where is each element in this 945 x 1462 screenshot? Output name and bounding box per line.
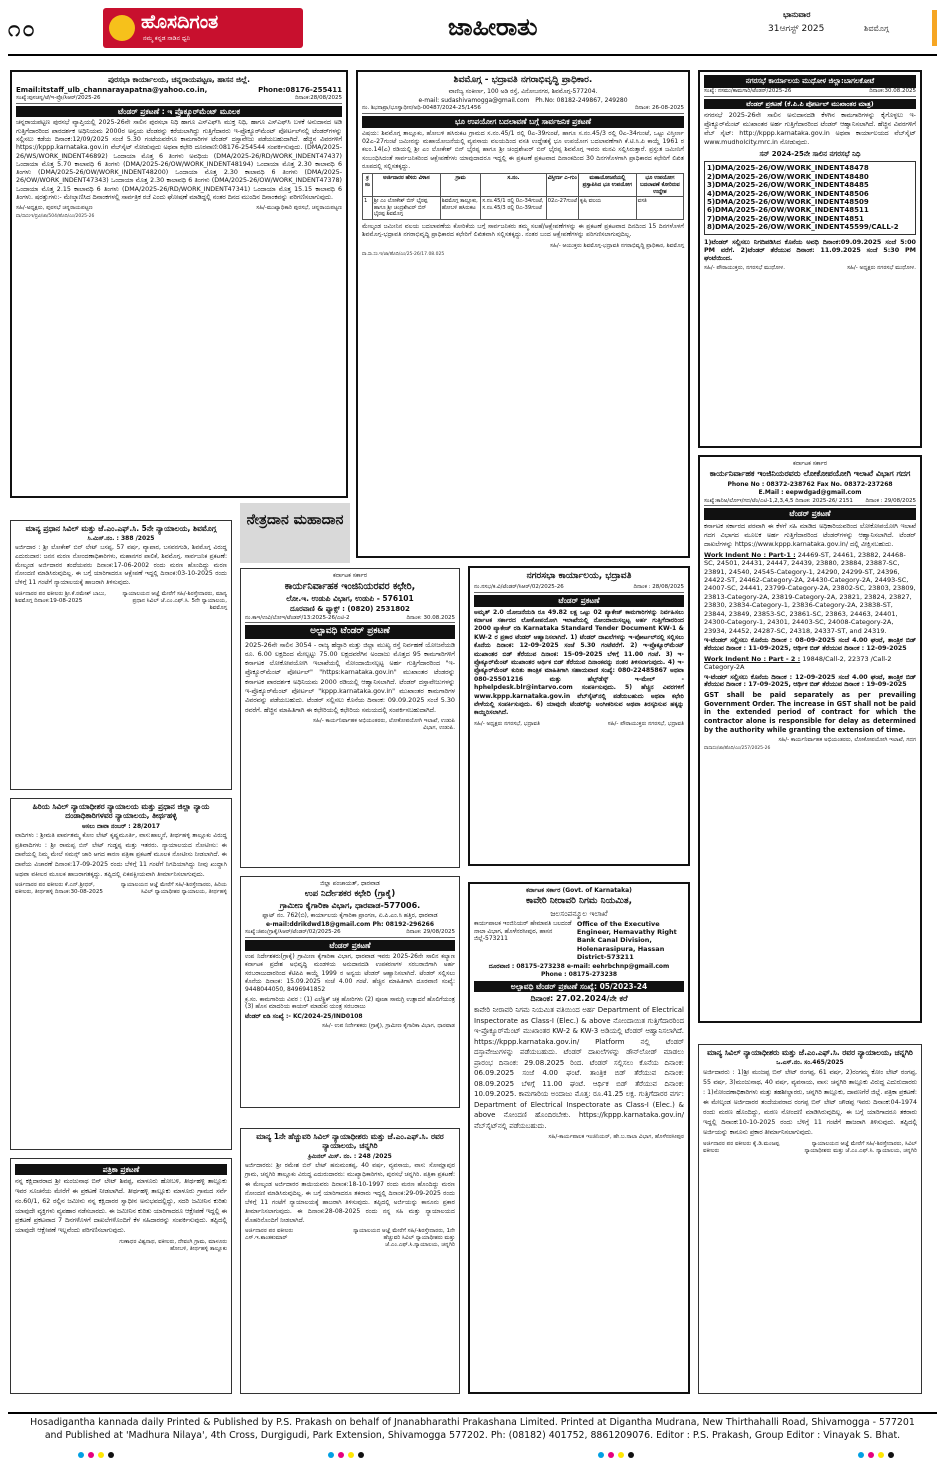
ad-footnote: ವಾ/ಸಾಸಂಇ/ಪ್ರವಿ/ಜಾ/504/ಹೊದಿ/ಎಂ/2025-26 (16, 214, 95, 220)
list-item: 4)DMA/2025-26/OW/WORK_INDENT48506 (707, 189, 869, 198)
table-header: ಅರ್ಜಿದಾರರ ಹೆಸರು ವಿಳಾಸ (372, 174, 440, 197)
paper-logo (103, 8, 303, 48)
ad-meta (704, 88, 916, 97)
ad-phone-en: Phone : 08175-273238 (540, 971, 618, 979)
paper-tagline: ನಮ್ಮ ಕನ್ನಡ ನಾಡಿನ ಧ್ವನಿ (143, 35, 191, 42)
work-indent-part2 (704, 655, 916, 672)
ad-bhadravathi-tender (468, 566, 690, 866)
ad-band: ಟೆಂಡರ್ ಪ್ರಕಟಣೆ (474, 595, 684, 606)
ad-gadag-pwd-tender (698, 455, 922, 1023)
ad-subtitle: ಜಲಸಂಪನ್ಮೂಲ ಇಲಾಖೆ (550, 908, 608, 918)
sign-left: ಸಹಿ/- ಅಧ್ಯಕ್ಷರು ನಗರಸಭೆ, ಭದ್ರಾವತಿ (474, 720, 540, 727)
sign-left: ಸಹಿ/- ಪೌರಾಯುಕ್ತರು, ನಗರಸಭೆ ಮುಧೋಳ. (704, 264, 785, 271)
sign-left: ಅರ್ಜಿದಾರರ ಪರ ವಕೀಲರು ಶ್ರೀ.ಕೆ.ರಮೇಶ್ ಬಾಬು, ಶಿವಮೊಗ್ಗ ದಿನಾಂಕ:19-08-2025 (15, 591, 107, 604)
ad-ref: ಸಂಖ್ಯೆ:ಕಾನಿಅ/ಲೋಇ/ಗದ/ಟೆಂ/ಎಟಿ-1,2,3,4,5 ದಿನಾಂಕ: 2025-26/ 2151 (704, 497, 853, 504)
ad-court-channagiri-1 (240, 1128, 460, 1394)
masthead (8, 8, 937, 48)
ad-address: ವಾಣಿಜ್ಯ ಸಂಕೀರ್ಣ, 100 ಅಡಿ ರಸ್ತೆ, ವಿನೋಬನಗರ, ಶಿವಮೊಗ್ಗ-577204. (448, 88, 598, 96)
ad-title: ಕಾರ್ಯನಿರ್ವಾಹಕ ಇಂಜಿನಿಯರವರ ಕಛೇರಿ, (284, 580, 416, 592)
edition-city: ಶಿವಮೊಗ್ಗ (864, 24, 889, 33)
ad-signatures (245, 718, 455, 732)
ad-footnote: ವಾಸಾಸಂ/ಜಾ/ಹೊದಿ/ಎಂ/257/2025-26 (704, 746, 771, 752)
table-cell: ಕೃಷಿ ವಲಯ (578, 197, 636, 220)
reg-dot (878, 1452, 884, 1458)
ad-phone: Phone No : 08372-238762 Fax No. 08372-237268 (727, 480, 893, 488)
issue-day: ಭಾನುವಾರ (783, 10, 811, 19)
office-english: Office of the Executive Engineer, Hemavathy Right Bank Canal Division, Holenarasipura, Hassan District-573211 (576, 920, 677, 961)
reg-dot (628, 1452, 634, 1458)
reg-dot (358, 1452, 364, 1458)
ad-signatures (362, 243, 684, 250)
header-rule (8, 54, 937, 56)
sign-right: ಸಹಿ/-ಕಾರ್ಯಪಾಲಕ ಇಂಜಿನಿಯರ್, ಹೇ.ಬ.ನಾಲಾ ವಿಭಾಗ, ಹೊಳೆನರಸೀಪುರ (548, 1134, 684, 1141)
ad-title: ಪುರಸಭಾ ಕಾರ್ಯಾಲಯ, ಚನ್ನರಾಯಪಟ್ಟಣ, ಹಾಸನ ಜಿಲ್ಲೆ. (108, 75, 250, 84)
imprint-line: and Published at 'Madhura Nilaya', 4th Cross, Durgigudi, Park Extension, Shivamogga 577202. Ph: (08182) 401752, 8861209076. Editor : P.S. Prakash, Group Editor : Vinayak S. Bhat. (44, 1429, 901, 1441)
ad-cauvery-tender (468, 882, 690, 1394)
ad-title: ನಗರಸಭಾ ಕಾರ್ಯಾಲಯ, ಭದ್ರಾವತಿ (526, 571, 632, 581)
sign-right: ಸಹಿ/- ಪೌರಾಯುಕ್ತರು ನಗರಸಭೆ, ಭದ್ರಾವತಿ (607, 720, 684, 727)
table-header: ಕ್ರ ಸಂ (363, 174, 373, 197)
ad-body: ವಾದಿಗಳು : ಶ್ರೀಮತಿ ಪಾರ್ವತಮ್ಮ ಕೋಂ ಲೇಟ್ ಕೃಷ್ಣಮೂರ್ತಿ, ವಾಸ:ಹಾಲ್ಮನೆ, ತೀರ್ಥಹಳ್ಳಿ ತಾಲ್ಲೂಕು ವಿರುದ್ಧ ಪ್ರತಿವಾದಿಗಳು : ಶ್ರೀ ರಾಮಪ್ಪ ಬಿನ್ ಲೇಟ್ ಗುಡ್ಡಪ್ಪ ಮತ್ತು ಇತರರು. ನ್ಯಾಯಾಲಯದ ನೋಟೀಸು: ಈ ದಾವೆಯಲ್ಲಿ ನಿಮ್ಮ ಮೇಲೆ ಸಮನ್ಸ್ ಜಾರಿ ಆಗದ ಕಾರಣ ಪತ್ರಿಕಾ ಪ್ರಕಟಣೆ ಮೂಲಕ ನೋಟೀಸು ನೀಡಲಾಗಿದೆ. ಈ ದಾವೆಯ ವಿಚಾರಣೆ ದಿನಾಂಕ:17-09-2025 ರಂದು ಬೆಳಿಗ್ಗೆ 11 ಗಂಟೆಗೆ ನಿಗದಿಯಾಗಿದ್ದು ನೀವು ಖುದ್ದಾಗಿ ಅಥವಾ ವಕೀಲರ ಮೂಲಕ ಹಾಜರಾಗತಕ್ಕದ್ದು. ತಪ್ಪಿದಲ್ಲಿ ಏಕಪಕ್ಷೀಯವಾಗಿ ತೀರ್ಮಾನಿಸಲಾಗುವುದು. (15, 832, 227, 878)
reg-dot (608, 1452, 614, 1458)
ad-mudhol-tender (698, 70, 922, 448)
ad-channarayapatna-tender (10, 70, 348, 498)
reg-dot (88, 1452, 94, 1458)
ad-body: ಅರ್ಜಿದಾರರು: ಶ್ರೀ ರಮೇಶ ಬಿನ್ ಲೇಟ್ ಹನುಮಂತಪ್ಪ, 40 ವರ್ಷ, ವ್ಯವಸಾಯ, ವಾಸ: ಸೋಮ್ಲಾಪುರ ಗ್ರಾಮ, ಚನ್ನಗಿರಿ ತಾಲ್ಲೂಕು ವಿರುದ್ಧ ಎದುರುದಾರರು: ಮುಖ್ಯಾಧಿಕಾರಿಗಳು, ಪುರಸಭೆ ಚನ್ನಗಿರಿ. ಪತ್ರಿಕಾ ಪ್ರಕಟಣೆ: ಈ ಮೇಲ್ಕಂಡ ಅರ್ಜಿದಾರರ ತಾಯಿಯವರು ದಿನಾಂಕ:18-10-1997 ರಂದು ಮರಣ ಹೊಂದಿದ್ದು ಮರಣ ನೋಂದಣಿ ಮಾಡಿಸಿರುವುದಿಲ್ಲ. ಈ ಬಗ್ಗೆ ಯಾರಿಗಾದರೂ ತಕರಾರು ಇದ್ದಲ್ಲಿ ದಿನಾಂಕ:29-09-2025 ರಂದು ಬೆಳಿಗ್ಗೆ 11 ಗಂಟೆಗೆ ನ್ಯಾಯಾಲಯಕ್ಕೆ ಹಾಜರಾಗಿ ತಿಳಿಸುವುದು. ತಪ್ಪಿದಲ್ಲಿ ಅರ್ಜಿಯನ್ನು ಕಾನೂನು ಪ್ರಕಾರ ತೀರ್ಮಾನಿಸಲಾಗುವುದು. ಈ ದಿನಾಂಕ:28-08-2025 ರಂದು ನನ್ನ ಸಹಿ ಮತ್ತು ನ್ಯಾಯಾಲಯದ ಮೊಹರಿನೊಂದಿಗೆ ನೀಡಲಾಗಿದೆ. (245, 1162, 455, 1225)
ad-signatures (16, 205, 342, 212)
table-cell: 1 (363, 197, 373, 220)
ad-signatures (15, 591, 227, 612)
case-number: ಕ್ರಿಮಿನಲ್ ಮಿಸ್. ನಂ. : 248 /2025 (308, 1152, 392, 1160)
land-table (362, 173, 684, 220)
table-cell: ವಸತಿ (636, 197, 683, 220)
work-indent-label: Work Indent No : Part-1 : (704, 550, 796, 559)
ad-date: ದಿನಾಂಕ:28/08/2025 (294, 95, 342, 102)
ad-body: ಅರ್ಜಿದಾರ : ಶ್ರೀ ಲೋಕೇಶ್ ಬಿನ್ ಲೇಟ್ ಬಸಪ್ಪ, 57 ವರ್ಷ, ವ್ಯಾಪಾರ, ಬಸವನಗುಡಿ, ಶಿವಮೊಗ್ಗ ವಿರುದ್ಧ ಎದುರುದಾರ: ಜನನ ಮರಣ ನೋಂದಣಾಧಿಕಾರಿಗಳು, ಮಹಾನಗರ ಪಾಲಿಕೆ, ಶಿವಮೊಗ್ಗ. ಸಾರ್ವಜನಿಕ ಪ್ರಕಟಣೆ: ಮೇಲ್ಕಂಡ ಅರ್ಜಿದಾರರ ತಂದೆಯವರು ದಿನಾಂಕ:17-06-2002 ರಂದು ಮರಣ ಹೊಂದಿದ್ದು ಮರಣ ನೋಂದಣಿ ಮಾಡಿಸಿರುವುದಿಲ್ಲ. ಈ ಬಗ್ಗೆ ಯಾರಿಗಾದರೂ ಆಕ್ಷೇಪಣೆ ಇದ್ದಲ್ಲಿ ದಿನಾಂಕ:03-10-2025 ರಂದು ಬೆಳಿಗ್ಗೆ 11 ಗಂಟೆಗೆ ನ್ಯಾಯಾಲಯಕ್ಕೆ ಹಾಜರಾಗಿ ತಿಳಿಸುವುದು. (15, 543, 227, 587)
reg-dot (98, 1452, 104, 1458)
ad-body: ನಗರಸಭೆ 2025-26ನೇ ಸಾಲಿನ ಅನುದಾನದಡಿ ಕೆಳಗಿನ ಕಾಮಗಾರಿಗಳನ್ನು ಕೈಗೊಳ್ಳಲು ಇ-ಪ್ರೊಕ್ಯೂರ್‌ಮೆಂಟ್ ಮುಖಾಂತರ ಅರ್ಹ ಗುತ್ತಿಗೆದಾರರಿಂದ ಟೆಂಡರ್ ಆಹ್ವಾನಿಸಲಾಗಿದೆ. ಹೆಚ್ಚಿನ ವಿವರಗಳಿಗೆ ವೆಬ್ ಸೈಟ್: http://kppp.karnataka.gov.in ಅಥವಾ ಕಾರ್ಯಾಲಯದ ವೆಬ್‌ಸೈಟ್ www.mudholcity.mrc.in ನೋಡುವುದು. (704, 110, 916, 146)
case-number: ಸಿ.ಮಿಸ್.ನಂ. : 388 /2025 (87, 535, 155, 543)
issue-date: 31ಆಗಸ್ಟ್ 2025 (768, 24, 825, 34)
sign-left: ಸಹಿ/-ಅಧ್ಯಕ್ಷರು, ಪುರಸಭೆ ಚನ್ನರಾಯಪಟ್ಟಣ (16, 205, 93, 212)
sign-right: ನ್ಯಾಯಾಲಯದ ಆಜ್ಞೆ ಮೇರೆಗೆ ಸಹಿ/-ಶಿರಸ್ತೇದಾರರು, ಹಿರಿಯ ಸಿವಿಲ್ ನ್ಯಾಯಾಧೀಶರ ನ್ಯಾಯಾಲಯ, ತೀರ್ಥಹಳ್ಳಿ (120, 882, 227, 896)
imprint-footer (8, 1412, 937, 1442)
ad-top: ಕರ್ನಾಟಕ ಸರ್ಕಾರ (792, 460, 828, 467)
ad-email: E.Mail : eepwdgad@gmail.com (758, 489, 862, 496)
ad-court-channagiri-2 (698, 1044, 922, 1394)
work-indent-values: 24469-ST, 24461, 23882, 24468-SC, 24501, 24431, 24447, 24439, 23880, 23884, 23887-SC, 23891, 24540, 24545-Category-1, 24290, 24299-ST, 24396, 24422-ST, 24462-Category-2A, 24430-Category-2A, 24493-SC, 24007-SC, 24441, 23799-Category-2A, 23802-SC, 23803, 23809, 23813-Category-2A, 23819-Category-2A, 23821, 23824, 23827, 23830, 23834-Category-1, 23836-Category-2A, 23838-ST, 23844, 23849, 23853-SC, 23861-SC, 23863, 24463, 24401, 24300-Category-1, 24301, 24403-SC, 24008-Category-2A, 23934, 24452, 24287-SC, 24318, 24337-ST, and 24319. (704, 550, 916, 635)
ad-court-shivamogga (10, 520, 232, 790)
ad-title: ಮಾನ್ಯ 1ನೇ ಹೆಚ್ಚುವರಿ ಸಿವಿಲ್ ನ್ಯಾಯಾಧೀಶರು ಮತ್ತು ಜೆ.ಎಂ.ಎಫ್.ಸಿ. ರವರ ನ್ಯಾಯಾಲಯ, ಚನ್ನಗಿರಿ (256, 1132, 444, 1151)
reg-dot (348, 1452, 354, 1458)
work-indent-label: Work Indent No : Part - 2 : (704, 654, 801, 663)
case-number: ಒ.ಎಸ್.ನಂ. ಸಂ.465/2025 (776, 1059, 844, 1067)
ad-press-notice (10, 1158, 232, 1394)
list-item: 8)DMA/2025-26/OW/WORK_INDENT45599/CALL-2 (707, 223, 899, 232)
accent-bar (932, 10, 937, 46)
sign-right: ನ್ಯಾಯಾಲಯದ ಆಜ್ಞೆ ಮೇರೆಗೆ ಸಹಿ/-ಶಿರಸ್ತೇದಾರರು, 1ನೇ ಹೆಚ್ಚುವರಿ ಸಿವಿಲ್ ನ್ಯಾಯಾಧೀಶರು ಮತ್ತು ಜೆ.ಎಂ.ಎಫ್.ಸಿ.ನ್ಯಾಯಾಲಯ, ಚನ್ನಗಿರಿ (353, 1228, 455, 1249)
reg-dot (858, 1452, 864, 1458)
ad-band: ಟೆಂಡರ್ ಪ್ರಕಟಣೆ : ಇ ಪ್ರೊಕ್ಯೂರ್‌ಮೆಂಟ್ ಮೂಲಕ (16, 106, 342, 117)
ad-items: ಕ್ರ.ಸಂ. ಕಾಮಗಾರಿಯ ವಿವರ : (1) ಎಲೆಕ್ಟ್ರಿಕ್ ಚಕ್ರ ಹೋರಿಗಳು (2) ಪೂಜಾ ಸಾಮಗ್ರಿ ಉತ್ಪಾದನೆ ಹೊಲಿಗೆಯಂತ್ರ (3) ಹೊಸ ಮಾದರಿಯ ಕಾಯರ್ ಮಾಡುವ ಯಂತ್ರ ಸರಬರಾಜು (245, 995, 455, 1011)
table-header: ಮಹಾಯೋಜನೆಯಲ್ಲಿ ಪ್ರಸ್ತಾಪಿಸಿದ ಭೂ ಉಪಯೋಗ (578, 174, 636, 197)
table-header-row (363, 174, 684, 197)
ad-body: ಅಮೃತ್ 2.0 ಯೋಜನೆಯಡಿ ರೂ 49.82 ಲಕ್ಷ ಒಟ್ಟು 02 ಪ್ಯಾಕೇಜ್ ಕಾಮಗಾರಿಗಳನ್ನು ನಿರ್ವಹಿಸಲು ಕರ್ನಾಟಕ ಸರ್ಕಾರದ ಲೋಕೋಪಯೋಗಿ ಇಲಾಖೆಯಲ್ಲಿ ನೋಂದಾಯಿಸಲ್ಪಟ್ಟ ಅರ್ಹ ಗುತ್ತಿಗೆದಾರರಿಂದ 2000 ಪ್ಯಾಕೇಜ್ ರಡಿ Karnataka Standard Tender Document KW-1 & KW-2 ರ ಪ್ರಕಾರ ಟೆಂಡರ್ ಆಹ್ವಾನಿಸಲಾಗಿದೆ. 1) ಟೆಂಡರ್ ದಾಖಲೆಗಳನ್ನು ಇ-ಪೋರ್ಟಲ್‌ನಲ್ಲಿ ಸಲ್ಲಿಸಲು ಕೊನೆಯ ದಿನಾಂಕ: 12-09-2025 ಸಂಜೆ 5.30 ಗಂಟೆವರೆಗೆ. 2) ಇ-ಪ್ರೊಕ್ಯೂರ್‌ಮೆಂಟ್ ಮುಖಾಂತರ ಬಿಡ್ ತೆರೆಯುವ ದಿನಾಂಕ: 15-09-2025 ಬೆಳಿಗ್ಗೆ 11.00 ಗಂಟೆ. 3) ಇ-ಪ್ರೊಕ್ಯೂರ್‌ಮೆಂಟ್ ಮುಖಾಂತರ ಆರ್ಥಿಕ ಬಿಡ್ ತೆರೆಯುವ ದಿನಾಂಕವನ್ನು ನಂತರ ತಿಳಿಸಲಾಗುವುದು. 4) ಇ-ಪ್ರೊಕ್ಯೂರ್‌ಮೆಂಟ್ ಕುರಿತು ತಾಂತ್ರಿಕ ಮಾಹಿತಿಗಾಗಿ ಸಹಾಯವಾಣಿ ಸಂಖ್ಯೆ: 080-22485867 ಅಥವಾ 080-25501216 ಮತ್ತು ಹೆಲ್ಪ್‌ಡೆಸ್ಕ್ ಇ-ಮೇಲ್ -hphelpdesk.blr@intarvo.com ಸಂಪರ್ಕಿಸುವುದು. 5) ಹೆಚ್ಚಿನ ವಿವರಗಳಿಗೆ www.kppp.karnataka.gov.in ವೆಬ್‌ಸೈಟ್‌ನಲ್ಲಿ ಪಡೆಯಬಹುದು ಅಥವಾ ಕಛೇರಿ ವೇಳೆಯಲ್ಲಿ ಸಂಪರ್ಕಿಸುವುದು. 6) ಯಾವುದೇ ಟೆಂಡರ್‌ನ್ನು ಅಂಗೀಕರಿಸುವ ಅಥವಾ ತಿರಸ್ಕರಿಸುವ ಹಕ್ಕನ್ನು ಕಾಯ್ದಿರಿಸಲಾಗಿದೆ. (474, 608, 684, 717)
ad-note: ಮೇಲ್ಕಂಡ ಜಮೀನಿನ ವಲಯ ಬದಲಾವಣೆಯ ಕೋರಿಕೆಯ ಬಗ್ಗೆ ಸಾರ್ವಜನಿಕರು ತಮ್ಮ ಸಲಹೆ/ಆಕ್ಷೇಪಣೆಗಳನ್ನು ಈ ಪ್ರಕಟಣೆ ಪ್ರಕಟವಾದ ದಿನದಿಂದ 15 ದಿನಗಳೊಳಗೆ ಶಿವಮೊಗ್ಗ-ಭದ್ರಾವತಿ ನಗರಾಭಿವೃದ್ಧಿ ಪ್ರಾಧಿಕಾರದ ಕಛೇರಿಗೆ ಲಿಖಿತವಾಗಿ ಸಲ್ಲಿಸತಕ್ಕದ್ದು. ನಂತರ ಬಂದ ಆಕ್ಷೇಪಣೆಗಳನ್ನು ಪರಿಗಣಿಸಲಾಗುವುದಿಲ್ಲ. (362, 222, 684, 239)
reg-dot (868, 1452, 874, 1458)
reg-dot (78, 1452, 84, 1458)
sign-left: ಅರ್ಜಿದಾರರ ಪರ ವಕೀಲರು ಕೆ.ಎನ್.ಶ್ರೀಧರ್, ವಕೀಲರು, ತೀರ್ಥಹಳ್ಳಿ ದಿನಾಂಕ:30-08-2025 (15, 882, 103, 896)
ad-phone: ದೂರವಾಣಿ & ಫ್ಯಾಕ್ಸ್ : (0820) 2531802 (290, 604, 410, 613)
ad-signatures (15, 1239, 227, 1253)
table-row (363, 197, 684, 220)
ad-email: e-mail: sudashivamogga@gmail.com (418, 96, 530, 104)
ad-ref: ನಂ.ಕಾಇ/ಉವಿ/ಲೋಇ/ಟೆಂಡರ್/13:2025-26/ಎಟಿ-2 (245, 614, 350, 621)
ad-ref: ನಂ.ನಸಭ/ಕ.ವಿ/ಟೆಂಡರ್/ಸಿಆರ್/02/2025-26 (474, 584, 564, 591)
table-header: ಸ.ನಂ. (481, 174, 546, 197)
ad-contact (362, 97, 684, 105)
ad-date: ದಿನಾಂಕ: 27.02.2024/ನೇ ಕರೆ (530, 994, 628, 1004)
sign-left: ಅರ್ಜಿದಾರರ ಪರ ವಕೀಲರು ಕೈ.ಡಿ.ಮಂಜಪ್ಪ ವಕೀಲರು (703, 1141, 780, 1155)
table-cell: ಶ್ರೀ ಎಂ ಲೋಕೇಶ್ ಬಿನ್ ಭೈರಪ್ಪ ಹಾಗೂ ಶ್ರೀ ಚಂದ್ರಶೇಖರ್ ಬಿನ್ ಭೈರಪ್ಪ ಶಿವಮೊಗ್ಗ (372, 197, 440, 220)
table-header: ಗ್ರಾಮ (440, 174, 480, 197)
work-indent-list (704, 161, 916, 234)
sign-right: ಗುಣಾಧರ ವಿಶ್ವನಾಥ, ವಕೀಲರು, ದೇವಂಗಿ ಗ್ರಾಮ, ಮಾಳೂರು ಹೋಬಳಿ, ತೀರ್ಥಹಳ್ಳಿ ತಾಲ್ಲೂಕು (119, 1238, 227, 1252)
ad-title: ಮಾನ್ಯ ಪ್ರಧಾನ ಸಿವಿಲ್ ಮತ್ತು ಜೆ.ಎಂ.ಎಫ್.ಸಿ. 5ನೇ ನ್ಯಾಯಾಲಯ, ಶಿವಮೊಗ್ಗ (25, 524, 217, 533)
sign-left: ಅರ್ಜಿದಾರರ ಪರ ವಕೀಲರು ಎಸ್.ಇ.ಶಾಂತಕುಮಾರ್ (245, 1228, 294, 1242)
ad-dates: ಇ-ಟೆಂಡರ್ ಸಲ್ಲಿಸಲು ಕೊನೆಯ ದಿನಾಂಕ : 12-09-2025 ಸಂಜೆ 4.00 ಘಂಟೆ, ತಾಂತ್ರಿಕ ಬಿಡ್ ತೆರೆಯುವ ದಿನಾಂಕ : 17-09-2025, ಆರ್ಥಿಕ ಬಿಡ್ ತೆರೆಯುವ ದಿನಾಂಕ : 19-09-2025 (704, 673, 916, 689)
ad-title: ಉಪ ನಿರ್ದೇಶಕರ ಕಛೇರಿ (ಗ್ರಾಕೈ) (304, 888, 396, 899)
ad-phone: ದೂರವಾಣಿ : 08175-273238 e-mail: eehrbchnp@gmail.com (488, 962, 670, 970)
sun-icon (109, 15, 135, 41)
ad-footnote: ವಾ.ಸಾ.ಸಂ.ಇ/ಜಾ/ಹೊದಿ/ಎಂ/25-26/17.08.025 (362, 251, 445, 257)
ad-band: ಟೆಂಡರ್ ಪ್ರಕಟಣೆ (245, 940, 455, 951)
list-item: 2)DMA/2025-26/OW/WORK_INDENT48480 (707, 172, 869, 181)
ad-signatures (704, 265, 916, 272)
ad-court-thirthahalli (10, 798, 232, 1150)
list-item: 1)DMA/2025-26/OW/WORK_INDENT48478 (707, 164, 869, 173)
ad-band: ಭೂ ಉಪಯೋಗ ಬದಲಾವಣೆ ಬಗ್ಗೆ ಸಾರ್ವಜನಿಕ ಪ್ರಕಟಣೆ (362, 116, 684, 127)
ad-signatures (474, 1134, 684, 1141)
sign-right: ಸಹಿ/- ಕಾರ್ಯನಿರ್ವಾಹಕ ಅಭಿಯಂತರರು, ಲೋಕೋಪಯೋಗಿ ಇಲಾಖೆ, ಉಡುಪಿ ವಿಭಾಗ, ಉಡುಪಿ. (313, 717, 455, 731)
ad-email: Email:itstaff_ulb_channarayapatna@yahoo.co.in, (16, 86, 208, 95)
ad-ref: ನಂ. ಶಿಭನಾಪ್ರಾ/ಭೂಸ್ವಾಧೀನ/ಅಧಿ-00487/2024-25/1456 (362, 105, 481, 112)
ad-date: ದಿನಾಂಕ : 29/08/2025 (865, 497, 916, 504)
office-block (474, 920, 684, 961)
ad-meta (362, 105, 684, 114)
ad-date: ದಿನಾಂಕ:30.08.2025 (869, 87, 916, 94)
sign-right: ಸಹಿ/- ಆಯುಕ್ತರು ಶಿವಮೊಗ್ಗ-ಭದ್ರಾವತಿ ನಗರಾಭಿವೃದ್ಧಿ ಪ್ರಾಧಿಕಾರ, ಶಿವಮೊಗ್ಗ (550, 242, 684, 249)
ad-date: ದಿನಾಂಕ: 26-08-2025 (634, 105, 684, 112)
ad-body: ಕರ್ನಾಟಕ ಸರ್ಕಾರದ ಪರವಾಗಿ ಈ ಕೆಳಗೆ ಸಹಿ ಮಾಡಿದ ಅಧಿಕಾರಿಯವರಿಂದ ಲೋಕೋಪಯೋಗಿ ಇಲಾಖೆ ಗದಗ ವಿಭಾಗದ ಮೂಲಕ ಅರ್ಹ ಗುತ್ತಿಗೆದಾರರಿಂದ ಟೆಂಡರ್‌ಗಳನ್ನು ಆಹ್ವಾನಿಸಲಾಗಿದೆ. ಟೆಂಡರ್ ದಾಖಲೆಗಳನ್ನು https://www.kppp.karnataka.gov.in/ ದಲ್ಲಿ ವೀಕ್ಷಿಸಬಹುದು. (704, 521, 916, 548)
page-number: ೧೦ (8, 16, 37, 42)
reg-dot (888, 1452, 894, 1458)
tender-id: ಟೆಂಡರ್ ಐಡಿ ಸಂಖ್ಯೆ :- KC/2024-25/IND0108 (245, 1012, 363, 1020)
ad-signatures (245, 1228, 455, 1249)
ad-meta (245, 929, 455, 938)
ad-shivamogga-uda-notice (356, 70, 690, 558)
ad-meta (704, 498, 916, 507)
ad-signatures (474, 721, 684, 728)
ad-signatures (703, 1141, 917, 1155)
reg-dot (328, 1452, 334, 1458)
table-header: ಭೂ ಉಪಯೋಗ ಬದಲಾವಣೆ ಕೋರಿರುವ ಉದ್ದೇಶ (636, 174, 683, 197)
gst-note: GST shall be paid separately as per prevailing Government Order. The increase in GST shall not be paid in the extended period of contract for which the contractor alone is responsible for delay as determined by the authority while granting the extension of time. (704, 691, 916, 734)
case-number: ಅಸಲು ದಾವಾ ನಂಬರ್ : 28/2017 (81, 822, 161, 830)
ad-band: ಟೆಂಡರ್ ಪ್ರಕಟಣೆ (704, 508, 916, 519)
reg-dot (338, 1452, 344, 1458)
ad-signatures (704, 737, 916, 744)
registration-marks (8, 1452, 937, 1460)
sign-right: ನ್ಯಾಯಾಲಯದ ಆಜ್ಞೆ ಮೇರೆಗೆ ಸಹಿ/-ಶಿರಸ್ತೇದಾರರು, ಮಾನ್ಯ ಪ್ರಧಾನ ಸಿವಿಲ್ ಜೆ.ಎಂ.ಎಫ್.ಸಿ. 5ನೇ ನ್ಯಾಯಾಲಯ, ಶಿವಮೊಗ್ಗ (122, 591, 227, 611)
ad-phone: Phone:08176-255411 (258, 86, 342, 95)
ad-band: ಟೆಂಡರ್ ಪ್ರಕಟಣೆ (ಕೆ.ಪಿ.ಪಿ ಪೋರ್ಟಲ್ ಮುಖಾಂತರ ಮಾತ್ರ) (704, 99, 916, 109)
ad-contact (16, 86, 342, 95)
paper-name: ಹೊಸದಿಗಂತ (141, 11, 219, 33)
table-cell: ಶಿವಮೊಗ್ಗ ತಾಲ್ಲೂಕು, ಹೋಬಳಿ ಹಸಿರುಕಟ (440, 197, 480, 220)
sign-right: ಸಹಿ/-ಮುಖ್ಯಾಧಿಕಾರಿ ಪುರಸಭೆ, ಚನ್ನರಾಯಪಟ್ಟಣ (256, 205, 342, 212)
list-item: 5)DMA/2025-26/OW/WORK_INDENT48509 (707, 197, 869, 206)
ad-title: ಮಾನ್ಯ ಸಿವಿಲ್ ನ್ಯಾಯಾಧೀಶರು ಮತ್ತು ಜೆ.ಎಂ.ಎಫ್.ಸಿ. ರವರ ನ್ಯಾಯಾಲಯ, ಚನ್ನಗಿರಿ (707, 1048, 913, 1057)
ad-body: 2025-26ನೇ ಸಾಲಿನ 3054 - ರಾಜ್ಯ ಹೆದ್ದಾರಿ ಮತ್ತು ಜಿಲ್ಲಾ ಮುಖ್ಯ ರಸ್ತೆ ನಿರ್ವಹಣೆ ಯೋಜನೆಯಡಿ ರೂ. 6.00 ಲಕ್ಷದಿಂದ ಮೇಲ್ಪಟ್ಟು 75.00 ಲಕ್ಷದವರೆಗಿನ ಅಂದಾಜು ಮೊತ್ತದ 95 ಕಾಮಗಾರಿಗಳಿಗೆ ಕರ್ನಾಟಕ ಲೋಕೋಪಯೋಗಿ ಇಲಾಖೆಯಲ್ಲಿ ನೋಂದಾಯಿಸಲ್ಪಟ್ಟ ಅರ್ಹ ಗುತ್ತಿಗೆದಾರರಿಂದ "ಇ-ಪ್ರೊಕ್ಯೂರ್‌ಮೆಂಟ್ ಪೋರ್ಟಲ್" "https:karnataka.gov.in" ಮುಖಾಂತರ ಟೆಂಡರನ್ನು ಕರ್ನಾಟಕ ಪಾರದರ್ಶಕ ಅಧಿನಿಯಮ 2000 ರಡಿಯಲ್ಲಿ ಆಹ್ವಾನಿಸಲಾಗಿದೆ. ಟೆಂಡರ್ ದಸ್ತಾವೇಜುಗಳನ್ನು ಇ-ಪ್ರೊಕ್ಯೂರ್‌ಮೆಂಟ್ ಪೋರ್ಟಲ್ "kppp.karnataka.gov.in" ಮುಖಾಂತರ ಕಾಮಗಾರಿಗಳ ವಿವರವನ್ನು ಪಡೆಯಬಹುದು. ಟೆಂಡರ್ ಸಲ್ಲಿಸಲು ಕೊನೆಯ ದಿನಾಂಕ: 09.09.2025 ಸಂಜೆ 5.30 ರವರೆಗೆ. ಹೆಚ್ಚಿನ ಮಾಹಿತಿಗಾಗಿ ಈ ಕಛೇರಿಯಲ್ಲಿ ಕಛೇರಿಯ ಸಮಯದಲ್ಲಿ ಸಂಪರ್ಕಿಸಬಹುದಾಗಿದೆ. (245, 640, 455, 714)
eye-donation-box: ನೇತ್ರದಾನ ಮಹಾದಾನ (240, 503, 350, 563)
section-title: ಜಾಹೀರಾತು (448, 12, 538, 41)
ad-body: ಚನ್ನರಾಯಪಟ್ಟಣ ಪುರಸಭೆ ವ್ಯಾಪ್ತಿಯಲ್ಲಿ 2025-26ನೇ ಸಾಲಿನ ಪುರಸಭಾ ನಿಧಿ ಹಾಗೂ ಎಸ್‌ಎಫ್‌ಸಿ ಮುಕ್ತ ನಿಧಿ, ಹಾಗೂ ಎಸ್‌ಎಫ್‌ಸಿ ಬಳಕೆ ಅನುದಾನದ ಅಡಿ ಗುತ್ತಿಗೆದಾರರಿಂದ ಪಾರದರ್ಶಕ ಅಧಿನಿಯಮ 2000ರ ಅನ್ವಯ ಟೆಂಡರನ್ನು ಕರೆಯಲಾಗಿದ್ದು ಗುತ್ತಿಗೆದಾರರು ಇ-ಪ್ರೊಕ್ಯೂರ್‌ಮೆಂಟ್ ಪೋರ್ಟಲ್‌ನಲ್ಲಿ ಟೆಂಡರ್‌ಗಳನ್ನು ಸಲ್ಲಿಸಲು ಕಡೆಯ ದಿನಾಂಕ:12/09/2025 ಸಂಜೆ 5.30 ಗಂಟೆಯವರೆಗೂ ಕಾಮಗಾರಿಗಳ ಟೆಂಡರ್ ದಸ್ತಾವೇಜು ಪಡೆಯಬಹುದಾಗಿದೆ. ಹೆಚ್ಚಿನ ವಿವರಗಳಿಗೆ https://kppp.karnataka.gov.in ವೆಬ್‌ಸೈಟ್ ನೋಡುವುದು ಅಥವಾ ಕಛೇರಿ ದೂರವಾಣಿ:08176-254544 ಸಂಪರ್ಕಿಸುವುದು. (DMA/2025-26/WS/WORK_INDENT46892) ಒಂದಾಯಾ ಮೊತ್ತ 6 ತಿಂಗಳು ಅವಧಿಯ (DMA/2025-26/RD/WORK_INDENT47437) ಒಂದಾಯಾ ಮೊತ್ತ 5.70 ಕಾಲಾವಧಿ 6 ತಿಂಗಳು (DMA/2025-26/OW/WORK_INDENT48194) ಒಂದಾಯಾ ಮೊತ್ತ 2.30 ಕಾಲಾವಧಿ 6 ತಿಂಗಳು (DMA/2025-26/OW/WORK_INDENT48200) ಒಂದಾಯಾ ಮೊತ್ತ 2.30 ಕಾಲಾವಧಿ 6 ತಿಂಗಳು (DMA/2025-26/OW/WORK_INDENT47343) ಒಂದಾಯಾ ಮೊತ್ತ 2.30 ಕಾಲಾವಧಿ 6 ತಿಂಗಳು (DMA/2025-26/OW/WORK_INDENT47378) ಒಂದಾಯಾ ಮೊತ್ತ 2.15 ಕಾಲಾವಧಿ 6 ತಿಂಗಳು (DMA/2025-26/RD/WORK_INDENT47341) ಒಂದಾಯಾ ಮೊತ್ತ 15.15 ಕಾಲಾವಧಿ 6 ತಿಂಗಳು. ಷರತ್ತುಗಳು:- ಮೇಲ್ಕಾಣಿಸಿದ ದಿನಾಂಕಗಳಲ್ಲಿ ಸಾರ್ವತ್ರಿಕ ರಜೆ ಎಂದು ಘೋಷಣೆ ಮಾಡಿದ್ದಲ್ಲಿ ನಂತರ ದಿನದ ಮುಂದಿನ ದಿನಾಂಕವನ್ನು ಪರಿಗಣಿಸಲಾಗುವುದು. (16, 119, 342, 202)
reg-dot (598, 1452, 604, 1458)
list-item: 6)DMA/2025-26/OW/WORK_INDENT48511 (707, 206, 869, 215)
ad-band: ಪತ್ರಿಕಾ ಪ್ರಕಟಣೆ (15, 1164, 227, 1175)
ad-title: ಕಾವೇರಿ ನೀರಾವರಿ ನಿಗಮ ನಿಯಮಿತ, (525, 895, 633, 906)
ad-dates: 1)ಟೆಂಡರ್ ಸಲ್ಲಿಸಲು ನಿಗದಿಪಡಿಸಿದ ಕೊನೆಯ ಅವಧಿ ದಿನಾಂಕ:09.09.2025 ಸಂಜೆ 5:00 PM ವರೆಗೆ. 2)ಟೆಂಡರ್ ತೆರೆಯುವ ದಿನಾಂಕ: 11.09.2025 ಸಂಜೆ 5:30 PM ಘಂಟೆಯಿಂದ. (704, 237, 916, 262)
table-cell: ಸ.ನಂ.45/1 ರಲ್ಲಿ 0ಎ-34ಗುಂಟೆ, ಸ.ನಂ.45/3 ರಲ್ಲಿ 0ಎ-39ಗುಂಟೆ (481, 197, 546, 220)
reg-dot (108, 1452, 114, 1458)
ad-body: ಅರ್ಜಿದಾರರು : 1)ಶ್ರೀ ಮಂಜಪ್ಪ ಬಿನ್ ಲೇಟ್ ರಂಗಪ್ಪ, 61 ವರ್ಷ, 2)ರಂಗಮ್ಮ ಕೋಂ ಲೇಟ್ ರಂಗಪ್ಪ, 55 ವರ್ಷ, 3)ಮಂಜುನಾಥ, 40 ವರ್ಷ, ವ್ಯವಸಾಯ, ವಾಸ: ಚನ್ನಗಿರಿ ತಾಲ್ಲೂಕು ವಿರುದ್ಧ ಎದುರುದಾರರು : 1)ನೋಂದಣಾಧಿಕಾರಿಗಳು ಮತ್ತು ತಹಶೀಲ್ದಾರರು, ಚನ್ನಗಿರಿ ತಾಲ್ಲೂಕು, ದಾವಣಗೆರೆ ಜಿಲ್ಲೆ. ಪತ್ರಿಕಾ ಪ್ರಕಟಣೆ: ಈ ಮೇಲ್ಕಂಡ ಅರ್ಜಿದಾರರ ತಂದೆಯವರಾದ ರಂಗಪ್ಪ ಬಿನ್ ಲೇಟ್ ಚೌಡಪ್ಪ ಇವರು ದಿನಾಂಕ:04-1974 ರಂದು ಮರಣ ಹೊಂದಿದ್ದು, ಮರಣ ನೋಂದಣಿ ಮಾಡಿಸಿರುವುದಿಲ್ಲ. ಈ ಬಗ್ಗೆ ಯಾರಿಗಾದರೂ ತಕರಾರು ಇದ್ದಲ್ಲಿ ದಿನಾಂಕ:10-10-2025 ರಂದು ಬೆಳಿಗ್ಗೆ 11 ಗಂಟೆಗೆ ಹಾಜರಾಗಿ ತಿಳಿಸುವುದು. ತಪ್ಪಿದಲ್ಲಿ ಅರ್ಜಿಯನ್ನು ಕಾನೂನು ಪ್ರಕಾರ ತೀರ್ಮಾನಿಸಲಾಗುವುದು. (703, 1068, 917, 1137)
ad-body: ವಿಷಯ: ಶಿವಮೊಗ್ಗ ತಾಲ್ಲೂಕು, ಹೋಬಳಿ ಹಸಿರುಕಟ ಗ್ರಾಮದ ಸ.ನಂ.45/1 ರಲ್ಲಿ 0ಎ-39ಗುಂಟೆ, ಹಾಗೂ ಸ.ನಂ.45/3 ರಲ್ಲಿ 0ಎ-34ಗುಂಟೆ, ಒಟ್ಟು ವಿಸ್ತೀರ್ಣ 02ಎ-27ಗುಂಟೆ ಜಮೀನನ್ನು ಮಹಾಯೋಜನೆಯಲ್ಲಿ ವ್ಯವಸಾಯ ವಲಯದಿಂದ ವಸತಿ ಉದ್ದೇಶಕ್ಕೆ ಭೂ ಉಪಯೋಗ ಬದಲಾವಣೆಗಾಗಿ ಕೆ.ಟಿ.ಸಿ.ಪಿ ಕಾಯ್ದೆ 1961 ರ ಕಲಂ.14(ಎ) ರಡಿಯಲ್ಲಿ ಶ್ರೀ ಎಂ ಲೋಕೇಶ್ ಬಿನ್ ಭೈರಪ್ಪ ಹಾಗೂ ಶ್ರೀ ಚಂದ್ರಶೇಖರ್ ಬಿನ್ ಭೈರಪ್ಪ ಶಿವಮೊಗ್ಗ ಇವರು ಮನವಿ ಸಲ್ಲಿಸಿರುತ್ತಾರೆ. ಪ್ರಸ್ತುತ ಜಮೀನಿಗೆ ಸಂಬಂಧಿಸಿದಂತೆ ಸಾರ್ವಜನಿಕರಿಂದ ಆಕ್ಷೇಪಣೆಗಳು ಯಾವುದಾದರೂ ಇದ್ದಲ್ಲಿ ಈ ಪ್ರಕಟಣೆ ಪ್ರಕಟವಾದ ದಿನಾಂಕದಿಂದ 30 ದಿನಗಳೊಳಗಾಗಿ ಪ್ರಾಧಿಕಾರದ ಕಛೇರಿಗೆ ಲಿಖಿತ ರೂಪದಲ್ಲಿ ಸಲ್ಲಿಸತಕ್ಕದ್ದು. (362, 129, 684, 170)
ad-dharwad-tender (240, 876, 460, 1108)
reg-dot (618, 1452, 624, 1458)
ad-title: ಶಿವಮೊಗ್ಗ - ಭದ್ರಾವತಿ ನಗರಾಭಿವೃದ್ಧಿ ಪ್ರಾಧಿಕಾರ. (453, 75, 593, 85)
ad-date: ದಿನಾಂಕ: 30.08.2025 (406, 614, 455, 621)
ad-top: ಕರ್ನಾಟಕ ಸರ್ಕಾರ (332, 572, 368, 579)
ad-phone: Ph.No: 08182-249867, 249280 (535, 96, 628, 104)
ad-dates: ಇ-ಟೆಂಡರ್ ಸಲ್ಲಿಸಲು ಕೊನೆಯ ದಿನಾಂಕ : 08-09-2025 ಸಂಜೆ 4.00 ಘಂಟೆ, ತಾಂತ್ರಿಕ ಬಿಡ್ ತೆರೆಯುವ ದಿನಾಂಕ : 11-09-2025, ಆರ್ಥಿಕ ಬಿಡ್ ತೆರೆಯುವ ದಿನಾಂಕ : 12-09-2025 (704, 637, 916, 652)
ad-title: ನಗರಸಭೆ ಕಾರ್ಯಾಲಯ ಮುಧೋಳ ಜಿಲ್ಲಾ:ಬಾಗಲಕೋಟೆ (704, 75, 916, 88)
sign-right: ಸಹಿ/- ಅಧ್ಯಕ್ಷರು ನಗರಸಭೆ ಮುಧೋಳ. (847, 264, 916, 271)
work-indent-values: 19848/Call-2, 22373 /Call-2 Category-2A (704, 654, 892, 672)
ad-body: ನನ್ನ ಕಕ್ಷಿದಾರರಾದ ಶ್ರೀ ಮಂಜುನಾಥ ಬಿನ್ ಲೇಟ್ ಶಿವಪ್ಪ, ಮಾಳೂರು ಹೋಬಳಿ, ತೀರ್ಥಹಳ್ಳಿ ತಾಲ್ಲೂಕು ಇವರ ಸೂಚನೆಯ ಮೇರೆಗೆ ಈ ಪ್ರಕಟಣೆ ನೀಡಲಾಗಿದೆ. ತೀರ್ಥಹಳ್ಳಿ ತಾಲ್ಲೂಕು ಮಾಳೂರು ಗ್ರಾಮದ ಸರ್ವೆ ನಂ.60/1, 62 ರಲ್ಲಿನ ಜಮೀನು ನನ್ನ ಕಕ್ಷಿದಾರರ ಸ್ವಾಧೀನ ಅನುಭವದಲ್ಲಿದ್ದು, ಸದರಿ ಜಮೀನಿನ ಕುರಿತು ಯಾವುದೇ ವ್ಯಕ್ತಿಗಳು ವ್ಯವಹಾರ ನಡೆಸಬಾರದು. ಈ ಜಮೀನಿನ ಕುರಿತು ಯಾರಿಗಾದರೂ ಆಕ್ಷೇಪಣೆ ಇದ್ದಲ್ಲಿ ಈ ಪ್ರಕಟಣೆ ಪ್ರಕಟವಾದ 7 ದಿನಗಳೊಳಗೆ ದಾಖಲೆಗಳೊಂದಿಗೆ ಕೆಳ ಸಹಿದಾರರನ್ನು ಸಂಪರ್ಕಿಸುವುದು. ತಪ್ಪಿದಲ್ಲಿ ಯಾವುದೇ ಆಕ್ಷೇಪಣೆ ಇಲ್ಲವೆಂದು ಪರಿಗಣಿಸಲಾಗುವುದು. (15, 1178, 227, 1235)
ad-band: ಅಲ್ಪಾವಧಿ ಟೆಂಡರ್ ಪ್ರಕಟಣೆ ಸಂಖ್ಯೆ: 05/2023-24 (474, 981, 684, 992)
ad-top: ಜಿಲ್ಲಾ ಪಂಚಾಯತ್, ಧಾರವಾಡ (320, 880, 380, 887)
list-item: 7)DMA/2025-26/OW/WORK_INDENT4851 (707, 214, 864, 223)
sign-right: ಸಹಿ/- ಕಾರ್ಯನಿರ್ವಾಹಕ ಅಭಿಯಂತರರು, ಲೋಕೋಪಯೋಗಿ ಇಲಾಖೆ, ಗದಗ (778, 737, 916, 744)
table-cell: 02ಎ-27ಗುಂಟೆ (546, 197, 578, 220)
ad-ref: ಸಂಖ್ಯೆ: ನಸಮು/ಕಾಮಗಾರಿ/ಟೆಂಡರ್/2025-26 (704, 87, 792, 94)
ad-top: ಕರ್ನಾಟಕ ಸರ್ಕಾರ (Govt. of Karnataka) (526, 887, 632, 894)
ad-signatures (245, 1023, 455, 1030)
ad-date: ದಿನಾಂಕ : 28/08/2025 (633, 584, 684, 591)
ad-ref: ಸಂಖ್ಯೆ:ಪುಸಚನ್ನ/ಟೆ/ಇ-ಪ್ರೊ/ಸಿಆರ್/2025-26 (16, 95, 101, 102)
ad-subtitle: ಗ್ರಾಮೀಣ ಕೈಗಾರಿಕಾ ವಿಭಾಗ, ಧಾರವಾಡ-577006. (279, 901, 421, 911)
ad-ref: ಸಂಖ್ಯೆ:ಜಿಪಂ/ಗ್ರಾಕೈ/ಸಿಆರ್/ಟೆಂಡರ್/02/2025-26 (245, 929, 341, 936)
sign-right: ನ್ಯಾಯಾಲಯದ ಆಜ್ಞೆ ಮೇರೆಗೆ ಸಹಿ/-ಶಿರಸ್ತೇದಾರರು, ಸಿವಿಲ್ ನ್ಯಾಯಾಧೀಶರು ಮತ್ತು ಜೆ.ಎಂ.ಎಫ್.ಸಿ. ನ್ಯಾಯಾಲಯ, ಚನ್ನಗಿರಿ (804, 1141, 917, 1155)
office-kannada: ಕಾರ್ಯಪಾಲಕ ಇಂಜಿನಿಯರ್ ಹೇಮಾವತಿ ಬಲದಂಡೆ ನಾಲಾ ವಿಭಾಗ, ಹೊಳೆನರಸೀಪುರ, ಹಾಸನ ಜಿಲ್ಲೆ-573211 (474, 920, 572, 943)
imprint-line: Hosadigantha kannada daily Printed & Published by P.S. Prakash on behalf of Jnanabharathi Prakashana Limited. Printed at Digantha Mudrana, New Thirthahalli Road, Shivamogga - 577201 (30, 1417, 915, 1428)
ad-email: e-mail:ddrikdwd18@gmail.com Ph: 08192-296266 (265, 920, 435, 928)
table-header: ವಿಸ್ತೀರ್ಣ ಎ-ಗುಂ (546, 174, 578, 197)
ad-body: ಉಪ ನಿರ್ದೇಶಕರು(ಗ್ರಾಕೈ) ಗ್ರಾಮೀಣ ಕೈಗಾರಿಕಾ ವಿಭಾಗ, ಧಾರವಾಡ ಇವರು 2025-26ನೇ ಸಾಲಿನ ಕಲ್ಯಾಣ ಕರ್ನಾಟಕ ಪ್ರದೇಶ ಅಭಿವೃದ್ಧಿ ಮಂಡಳಿಯ ಅನುದಾನದಡಿ ಉಪಕರಣಗಳ ಸರಬರಾಜಿಗಾಗಿ ಅರ್ಹ ಸರಬರಾಜುದಾರರಿಂದ ಕೆಟಿಪಿಪಿ ಕಾಯ್ದೆ 1999 ರ ಅನ್ವಯ ಟೆಂಡರ್ ಆಹ್ವಾನಿಸಲಾಗಿದೆ. ಟೆಂಡರ್ ಸಲ್ಲಿಸಲು ಕೊನೆಯ ದಿನಾಂಕ: 15.09.2025 ಸಂಜೆ 4.00 ಗಂಟೆ. ಹೆಚ್ಚಿನ ಮಾಹಿತಿಗಾಗಿ ದೂರವಾಣಿ ಸಂಖ್ಯೆ: 9448044050, 8496941852 (245, 953, 455, 993)
ad-meta (245, 615, 455, 624)
ad-meta (474, 584, 684, 593)
ad-address: ಪ್ಲಾಟ್ ನಂ. 762(ಬಿ), ಕಾರ್ಯಾಲಯ ಕೈಗಾರಿಕಾ ಪ್ರಾಂಗಣ, ಏ.ಪಿ.ಎಂ.ಸಿ ಹತ್ತಿರ, ಧಾರವಾಡ (262, 912, 438, 920)
sign-right: ಸಹಿ/- ಉಪ ನಿರ್ದೇಶಕರು (ಗ್ರಾಕೈ), ಗ್ರಾಮೀಣ ಕೈಗಾರಿಕಾ ವಿಭಾಗ, ಧಾರವಾಡ (322, 1023, 455, 1030)
ad-subtitle: ಲೋ.ಇ. ಉಡುಪಿ ವಿಭಾಗ, ಉಡುಪಿ - 576101 (286, 594, 414, 604)
ad-udupi-pwd-tender (240, 568, 460, 868)
ad-date: ದಿನಾಂಕ: 29/08/2025 (406, 929, 455, 936)
ad-list-title: ಸನ್ 2024-25ನೇ ಸಾಲಿನ ನಗರಸಭೆ ನಿಧಿ (759, 149, 861, 158)
ad-title: ಹಿರಿಯ ಸಿವಿಲ್ ನ್ಯಾಯಾಧೀಶರ ನ್ಯಾಯಾಲಯ ಮತ್ತು ಪ್ರಧಾನ ಜಿಲ್ಲಾ ನ್ಯಾಯ ದಂಡಾಧಿಕಾರಿಗಳವರ ನ್ಯಾಯಾಲಯ, ತೀರ್ಥಹಳ್ಳಿ (32, 802, 210, 821)
ad-signatures (15, 882, 227, 896)
ad-body: ಕಾವೇರಿ ನೀರಾವರಿ ನಿಗಮ ನಿಯಮಿತ ವತಿಯಿಂದ ಅರ್ಹ Department of Electrical Inspectorate as Class-I (Elec.) & above ನೋಂದಾಯಿತ ಗುತ್ತಿಗೆದಾರರಿಂದ ಇ-ಪ್ರೊಕ್ಯೂರ್‌ಮೆಂಟ್ ಮುಖಾಂತರ KW-2 & KW-3 ಅಡಿಯಲ್ಲಿ ಟೆಂಡರ್ ಆಹ್ವಾನಿಸಲಾಗಿದೆ. https://kppp.karnataka.gov.in/ Platform ನಲ್ಲಿ ಟೆಂಡರ್ ದಸ್ತಾವೇಜುಗಳನ್ನು ಪಡೆಯಬಹುದು. ಟೆಂಡರ್ ದಾಖಲೆಗಳನ್ನು ಡೌನ್‌ಲೋಡ್ ಮಾಡಲು ಪ್ರಾರಂಭ ದಿನಾಂಕ: 29.08.2025 ರಿಂದ. ಟೆಂಡರ್ ಸಲ್ಲಿಸಲು ಕೊನೆಯ ದಿನಾಂಕ: 06.09.2025 ಸಂಜೆ 4.00 ಘಂಟೆ. ತಾಂತ್ರಿಕ ಬಿಡ್ ತೆರೆಯುವ ದಿನಾಂಕ: 08.09.2025 ಬೆಳಿಗ್ಗೆ 11.00 ಘಂಟೆ. ಆರ್ಥಿಕ ಬಿಡ್ ತೆರೆಯುವ ದಿನಾಂಕ: 10.09.2025. ಕಾಮಗಾರಿಯ ಅಂದಾಜು ಮೊತ್ತ: ರೂ.41.25 ಲಕ್ಷ. ಗುತ್ತಿಗೆದಾರರ ವರ್ಗ: Department of Electrical Inspectorate as Class-I (Elec.) & above ನೋಂದಣಿ ಹೊಂದಿರಬೇಕು. https://kppp.karnataka.gov.in/ ವೆಬ್‌ಸೈಟ್‌ನಲ್ಲಿ ಪಡೆಯಬಹುದು. (474, 1006, 684, 1130)
ad-band: ಅಲ್ಪಾವಧಿ ಟೆಂಡರ್ ಪ್ರಕಟಣೆ (245, 625, 455, 638)
ad-meta (16, 95, 342, 104)
work-indent-part1 (704, 551, 916, 635)
list-item: 3)DMA/2025-26/OW/WORK_INDENT48485 (707, 181, 869, 190)
ad-title: ಕಾರ್ಯನಿರ್ವಾಹಕ ಇಂಜಿನಿಯರವರು ಲೋಕೋಪಯೋಗಿ ಇಲಾಖೆ ವಿಭಾಗ ಗದಗ (709, 468, 911, 478)
